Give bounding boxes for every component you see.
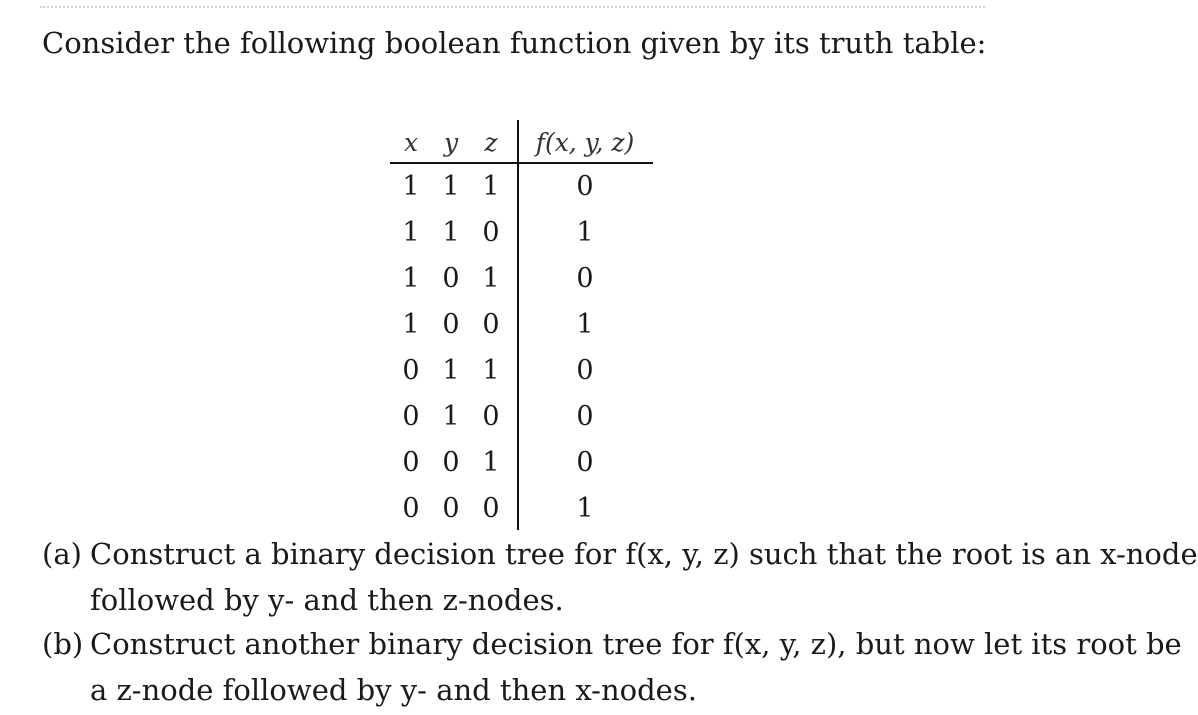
header-x: x (403, 128, 419, 157)
table-cell: 0 (402, 401, 420, 432)
header-f: f(x, y, z) (535, 128, 635, 157)
table-cell: 0 (442, 447, 460, 478)
table-cell: 1 (442, 171, 460, 202)
table-cell: 1 (482, 263, 500, 294)
intro-text: Consider the following boolean function given by its truth table: (42, 26, 987, 60)
table-cell-f: 1 (576, 309, 594, 340)
cropped-previous-line (40, 6, 985, 18)
header-y: y (443, 128, 459, 157)
part-b-line2: a z-node followed by y- and then x-nodes. (90, 673, 697, 707)
part-b-line1: Construct another binary decision tree for f(x, y, z), but now let its root be (90, 627, 1182, 661)
table-cell: 1 (402, 171, 420, 202)
table-cell: 0 (402, 447, 420, 478)
table-cell: 1 (442, 355, 460, 386)
table-cell-f: 0 (576, 171, 594, 202)
table-cell: 0 (402, 493, 420, 524)
truth-table-vertical-rule (517, 120, 519, 530)
header-z: z (484, 128, 498, 157)
table-cell: 0 (442, 263, 460, 294)
part-b (42, 627, 1182, 662)
table-cell: 0 (442, 309, 460, 340)
table-cell-f: 0 (576, 263, 594, 294)
table-cell: 0 (442, 493, 460, 524)
table-cell: 1 (402, 263, 420, 294)
table-cell: 1 (482, 447, 500, 478)
part-a (42, 537, 1198, 572)
table-cell-f: 0 (576, 447, 594, 478)
truth-table-header-rule (390, 162, 653, 164)
table-cell: 0 (482, 309, 500, 340)
table-cell: 1 (402, 309, 420, 340)
table-cell: 1 (482, 355, 500, 386)
table-cell-f: 1 (576, 493, 594, 524)
table-cell: 1 (442, 401, 460, 432)
part-a-line2: followed by y- and then z-nodes. (90, 583, 564, 617)
table-cell-f: 0 (576, 401, 594, 432)
part-a-label: (a) (42, 537, 82, 571)
part-b-label: (b) (42, 627, 84, 661)
table-cell: 1 (442, 217, 460, 248)
table-cell: 1 (482, 171, 500, 202)
table-cell-f: 1 (576, 217, 594, 248)
table-cell: 0 (482, 217, 500, 248)
table-cell: 0 (482, 401, 500, 432)
table-cell: 0 (482, 493, 500, 524)
table-cell: 1 (402, 217, 420, 248)
truth-table (390, 120, 660, 530)
table-cell: 0 (402, 355, 420, 386)
part-a-line1: Construct a binary decision tree for f(x, y, z) such that the root is an x-node (90, 537, 1198, 571)
table-cell-f: 0 (576, 355, 594, 386)
